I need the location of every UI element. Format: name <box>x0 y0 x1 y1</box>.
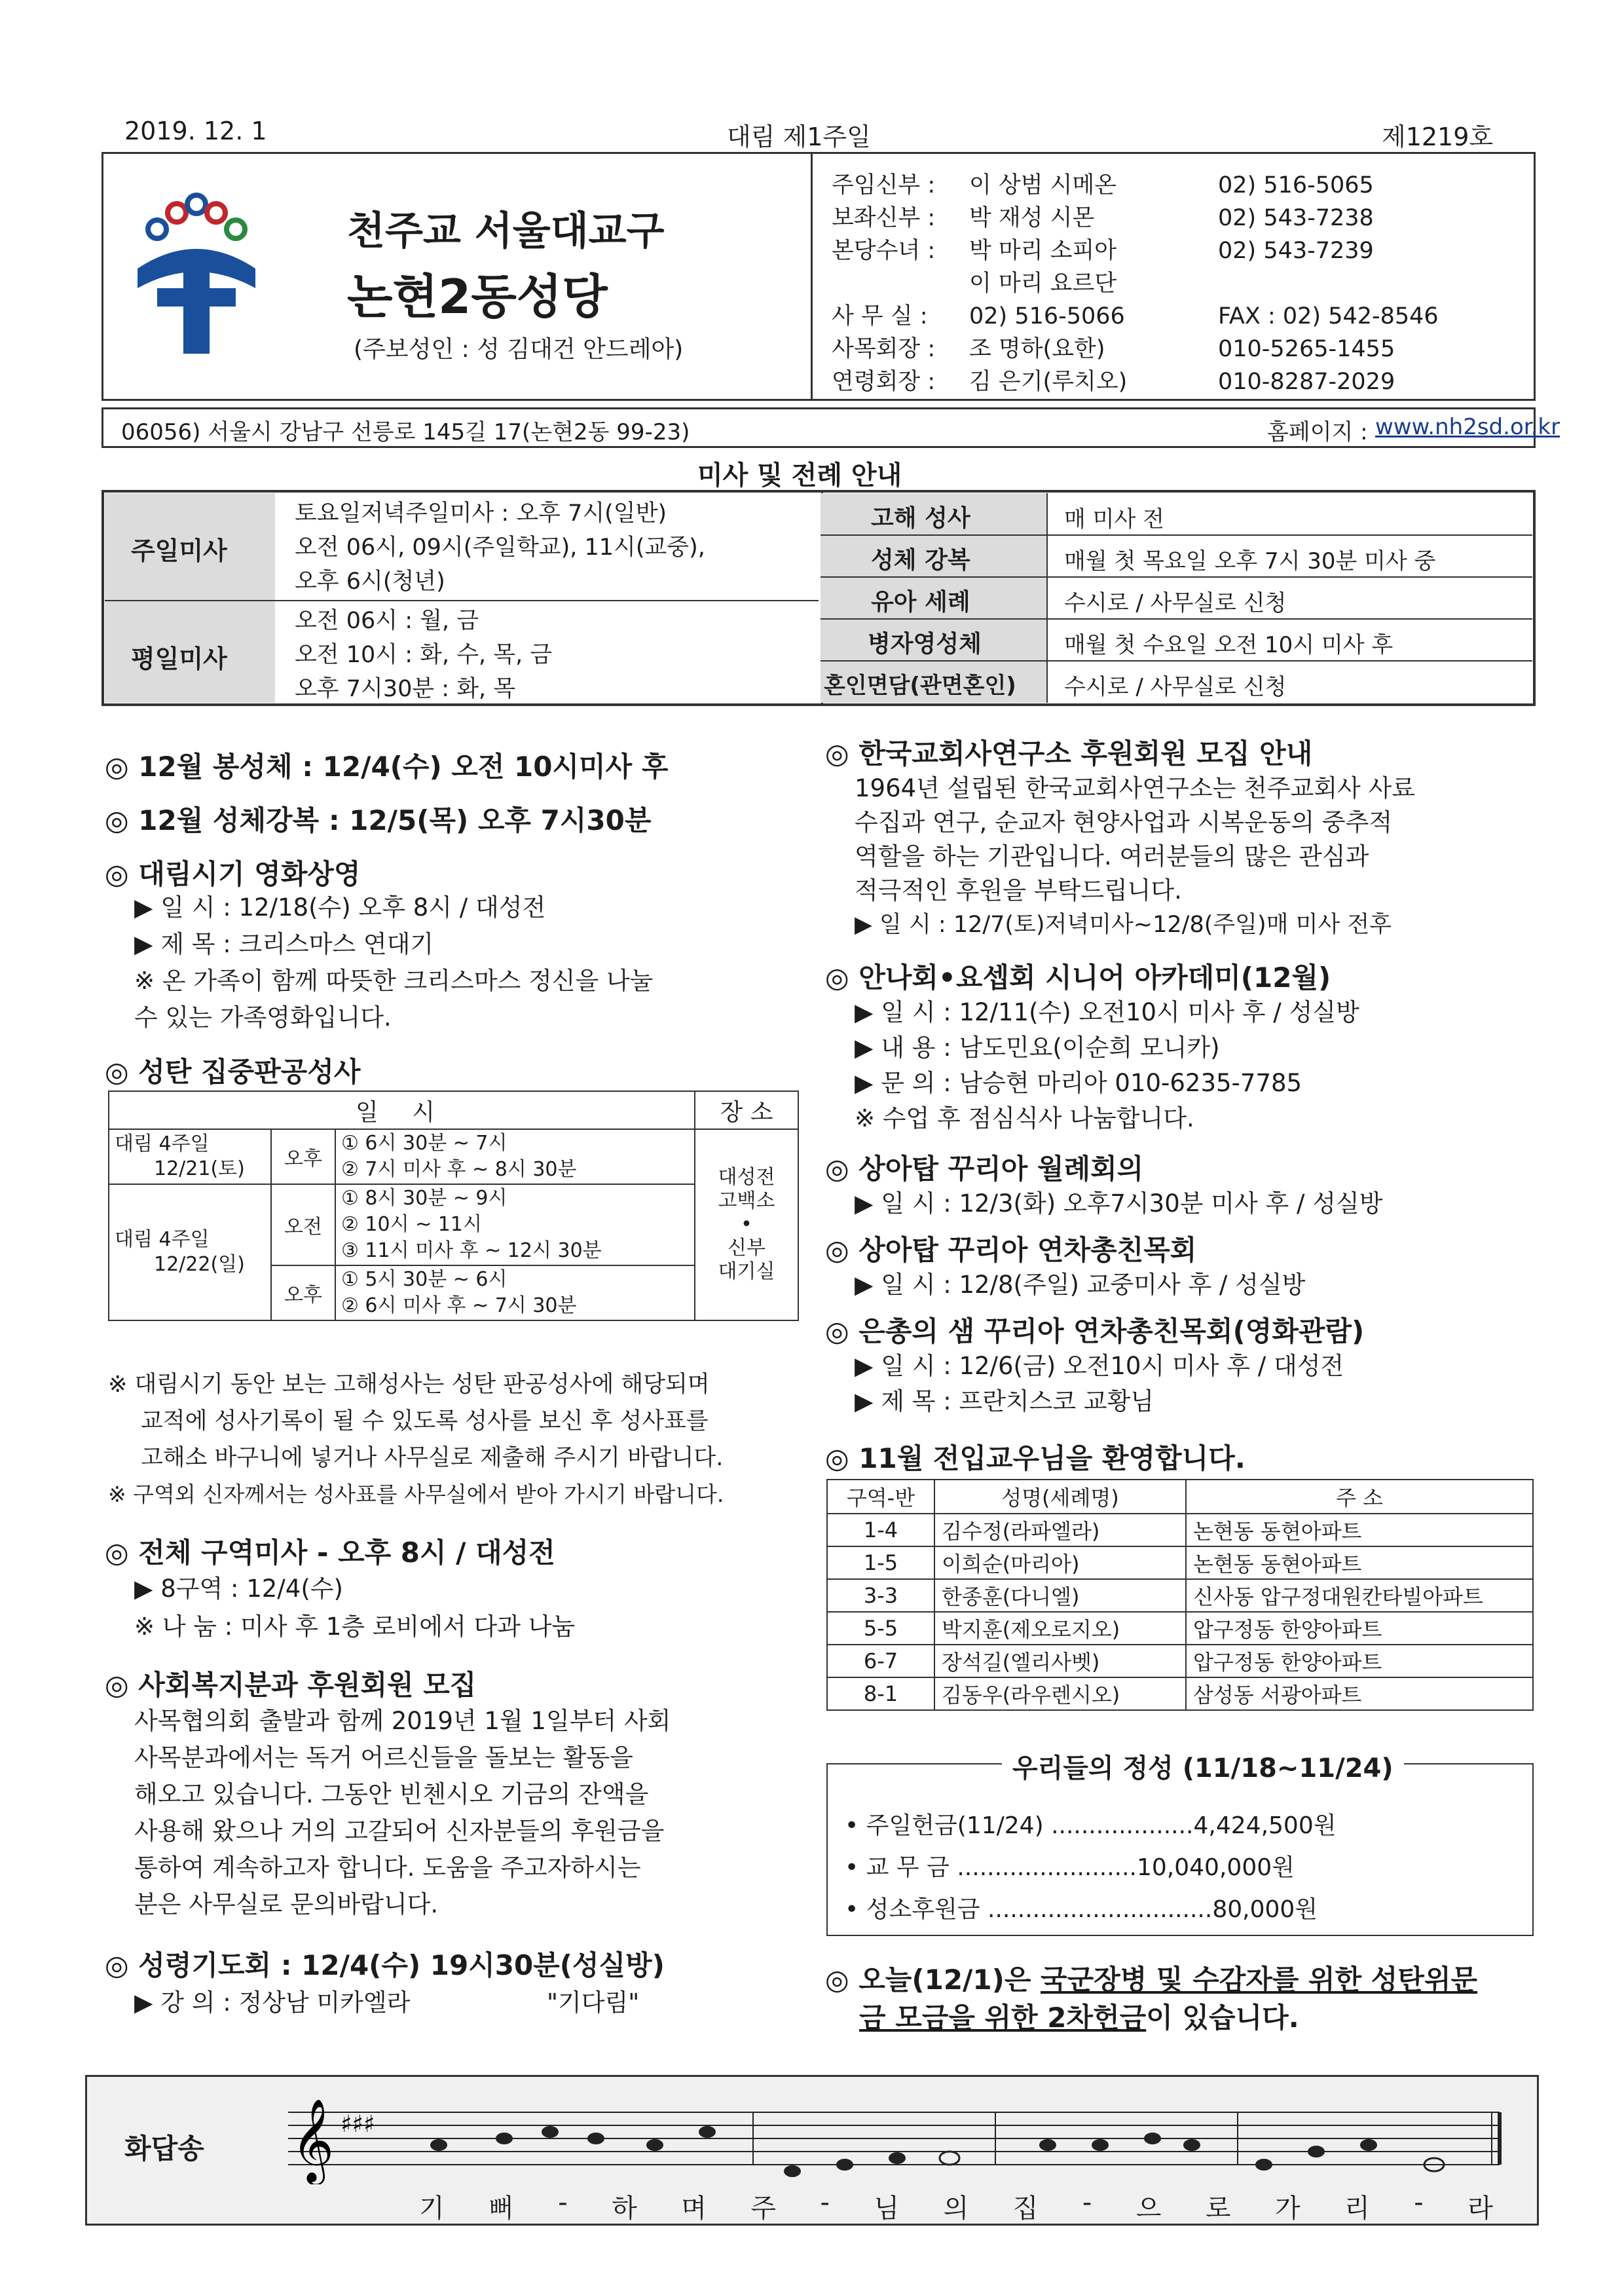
offering-title: 우리들의 정성 (11/18~11/24) <box>1002 1747 1404 1785</box>
mass-section-title: 미사 및 전례 안내 <box>697 460 902 491</box>
new-members-table: 구역-반 성명(세례명) 주 소 1-4 김수정(라파엘라) 논현동 동현아파트 1-5 이희순(마리아) 논현동 동현아파트 3-3 한종훈(다니엘) 신사동 압구정대원칸타빌아파트 5-5 박지훈(제오로지오) 압구정동 한양아파트 6-7 장석길(엘리사벳) 압구정동 한양아파트 8-1 김동우(라우렌시오) 삼성동 서광아파트 <box>826 1479 1534 1711</box>
psalm-lyrics: 기 뻐 - 하 며 주 - 님 의 집 - 으 로 가 리 - 라 <box>419 2188 1493 2224</box>
academy-content: ▶ 내 용 : 남도민요(이순희 모니카) <box>855 1034 1220 1062</box>
staff-row: 주임신부 : 이 상범 시메온 02) 516-5065 <box>832 172 1374 198</box>
staff-directory <box>832 169 1439 398</box>
movie-date: ▶ 일 시 : 12/18(수) 오후 8시 / 대성전 <box>134 893 546 922</box>
liturgical-week: 대림 제1주일 <box>727 122 871 151</box>
staff-row: 본당수녀 : 박 마리 소피아 02) 543-7239 <box>832 238 1374 264</box>
weekday-mass-times: 오전 06시 : 월, 금 오전 10시 : 화, 수, 목, 금 오후 7시30분 : 화, 목 <box>295 608 553 702</box>
legion-fellowship-date: ▶ 일 시 : 12/8(주일) 교중미사 후 / 성실방 <box>855 1271 1306 1299</box>
research-institute-heading: ◎ 한국교회사연구소 후원회원 모집 안내 <box>825 737 1313 770</box>
issue-number: 제1219호 <box>1382 122 1494 151</box>
sacrament-label: 혼인면담(관면혼인) <box>824 673 1016 699</box>
academy-heading: ◎ 안나회•요셉회 시니어 아카데미(12월) <box>825 961 1331 994</box>
table-row: 1-5 이희순(마리아) 논현동 동현아파트 <box>827 1546 1533 1579</box>
grace-legion-date: ▶ 일 시 : 12/6(금) 오전10시 미사 후 / 대성전 <box>855 1352 1344 1380</box>
offering-row: • 교 무 금 ........................10,040,000원 <box>845 1854 1295 1881</box>
sacrament-label: 병자영성체 <box>868 631 982 658</box>
sacrament-label: 성체 강복 <box>871 547 970 574</box>
movie-title: ▶ 제 목 : 크리스마스 연대기 <box>134 930 434 958</box>
table-row: 대림 4주일 12/22(일) <box>109 1184 271 1320</box>
sunday-mass-label: 주일미사 <box>131 536 227 565</box>
outside-parish-note: ※ 구역외 신자께서는 성사표를 사무실에서 받아 가시기 바랍니다. <box>108 1482 724 1507</box>
staff-row: 이 마리 요르단 <box>969 271 1117 297</box>
welfare-text: 사목분과에서는 독거 어르신들을 돌보는 활동을 <box>134 1744 633 1772</box>
research-text: 역할을 하는 기관입니다. 여러분들의 많은 관심과 <box>855 842 1369 870</box>
table-header-place: 장 소 <box>695 1091 798 1129</box>
welfare-heading: ◎ 사회복지분과 후원회원 모집 <box>105 1669 477 1701</box>
research-date: ▶ 일 시 : 12/7(토)저녁미사~12/8(주일)매 미사 전후 <box>855 912 1392 938</box>
welfare-text: 해오고 있습니다. 그동안 빈첸시오 기금의 잔액을 <box>134 1780 649 1808</box>
legion-fellowship-heading: ◎ 상아탑 꾸리아 연차총친목회 <box>825 1234 1197 1266</box>
offering-row: • 성소후원금 ..............................80,000원 <box>845 1896 1318 1923</box>
confession-note-cont: 고해소 바구니에 넣거나 사무실로 제출해 주시기 바랍니다. <box>141 1445 724 1471</box>
sunday-mass-times: 토요일저녁주일미사 : 오후 7시(일반) 오전 06시, 09시(주일학교), 11시(교중), 오후 6시(청년) <box>295 500 705 595</box>
staff-row: 보좌신부 : 박 재성 시몬 02) 543-7238 <box>832 205 1374 231</box>
parish-name: 논현2동성당 <box>347 269 608 324</box>
movie-heading: ◎ 대림시기 영화상영 <box>105 858 361 890</box>
offering-row: • 주일헌금(11/24) ...................4,424,500원 <box>845 1812 1337 1839</box>
zone-mass-date: ▶ 8구역 : 12/4(수) <box>134 1575 343 1603</box>
prayer-meeting-topic: "기다림" <box>547 1988 640 2017</box>
research-text: 적극적인 후원을 부탁드립니다. <box>855 876 1182 905</box>
weekday-mass-label: 평일미사 <box>131 644 227 673</box>
second-collection-notice-cont: 금 모금을 위한 2차헌금이 있습니다. <box>859 2002 1299 2034</box>
table-row: 1-4 김수정(라파엘라) 논현동 동현아파트 <box>827 1514 1533 1546</box>
legion-meeting-heading: ◎ 상아탑 꾸리아 월례회의 <box>825 1153 1144 1185</box>
grace-legion-title: ▶ 제 목 : 프란치스코 교황님 <box>855 1387 1154 1415</box>
confession-note: ※ 대림시기 동안 보는 고해성사는 성탄 판공성사에 해당되며 <box>108 1371 710 1398</box>
legion-meeting-date: ▶ 일 시 : 12/3(화) 오후7시30분 미사 후 / 성실방 <box>855 1189 1383 1218</box>
table-row: 3-3 한종훈(다니엘) 신사동 압구정대원칸타빌아파트 <box>827 1579 1533 1612</box>
parish-address: 06056) 서울시 강남구 선릉로 145길 17(논현2동 99-23) <box>121 419 690 445</box>
welfare-text: 사용해 왔으나 거의 고갈되어 신자분들의 후원금을 <box>134 1817 665 1845</box>
staff-row: 사목회장 : 조 명하(요한) 010-5265-1455 <box>832 336 1395 362</box>
sacrament-value: 매 미사 전 <box>1064 506 1164 532</box>
confession-schedule-table: 일 시 장 소 대림 4주일 12/21(토) 오후 ① 6시 30분 ~ 7시 ② 7시 미사 후 ~ 8시 30분 대성전 고백소 • 신부 대기실 대림 4주일 12/22(일) 오전 ① 8시 30분 ~ 9시 ② 10시 ~ 11시 ③ 11시 미사 후 ~ 12시 30분 오후 ① 5시 30분 ~ 6시 ② 6시 미사 후 ~ 7시 30분 <box>108 1091 799 1321</box>
academy-date: ▶ 일 시 : 12/11(수) 오전10시 미사 후 / 성실방 <box>855 998 1359 1026</box>
academy-note: ※ 수업 후 점심식사 나눔합니다. <box>855 1104 1194 1132</box>
academy-contact: ▶ 문 의 : 남승현 마리아 010-6235-7785 <box>855 1069 1302 1097</box>
benediction-notice: ◎ 12월 성체강복 : 12/5(목) 오후 7시30분 <box>105 804 652 836</box>
homepage-link[interactable]: www.nh2sd.or.kr <box>1375 414 1560 440</box>
diocese-name: 천주교 서울대교구 <box>347 208 665 254</box>
confession-note-cont: 교적에 성사기록이 될 수 있도록 성사를 보신 후 성사표를 <box>141 1408 709 1434</box>
second-collection-notice: ◎ 오늘(12/1)은 국군장병 및 수감자를 위한 성탄위문 <box>825 1964 1478 1996</box>
movie-note: ※ 온 가족이 함께 따뜻한 크리스마스 정신을 나눌 <box>134 967 654 995</box>
research-text: 1964년 설립된 한국교회사연구소는 천주교회사 사료 <box>855 774 1416 802</box>
table-row: 대림 4주일 12/21(토) <box>109 1129 271 1184</box>
research-text: 수집과 연구, 순교자 현양사업과 시복운동의 중추적 <box>855 808 1393 836</box>
welfare-text: 분은 사무실로 문의바랍니다. <box>134 1890 439 1918</box>
staff-row: 연령회장 : 김 은기(루치오) 010-8287-2029 <box>832 369 1395 395</box>
table-header-date: 일 시 <box>109 1091 695 1129</box>
sacrament-value: 수시로 / 사무실로 신청 <box>1064 590 1287 616</box>
confession-heading: ◎ 성탄 집중판공성사 <box>105 1056 361 1088</box>
table-row: 6-7 장석길(엘리사벳) 압구정동 한양아파트 <box>827 1645 1533 1677</box>
psalm-staff <box>288 2099 1506 2184</box>
bulletin-date: 2019. 12. 1 <box>124 117 267 145</box>
welfare-text: 사목협의회 출발과 함께 2019년 1월 1일부터 사회 <box>134 1707 671 1735</box>
homepage-label: 홈페이지 : <box>1267 419 1368 445</box>
sacrament-label: 고해 성사 <box>871 505 970 532</box>
staff-row: 사 무 실 : 02) 516-5066 FAX : 02) 542-8546 <box>832 303 1439 329</box>
new-members-heading: ◎ 11월 전입교우님을 환영합니다. <box>825 1442 1246 1474</box>
welfare-text: 통하여 계속하고자 합니다. 도움을 주고자하시는 <box>134 1854 641 1882</box>
zone-mass-heading: ◎ 전체 구역미사 - 오후 8시 / 대성전 <box>105 1537 555 1569</box>
movie-note-cont: 수 있는 가족영화입니다. <box>134 1003 392 1032</box>
sacrament-label: 유아 세례 <box>871 589 970 616</box>
treble-clef-icon: 𝄞 <box>291 2099 335 2182</box>
sacrament-value: 매월 첫 목요일 오후 7시 30분 미사 중 <box>1064 548 1436 574</box>
psalm-label: 화답송 <box>124 2133 204 2165</box>
grace-legion-heading: ◎ 은총의 샘 꾸리아 연차총친목회(영화관람) <box>825 1315 1365 1347</box>
sacrament-value: 매월 첫 수요일 오전 10시 미사 후 <box>1064 632 1393 658</box>
patron-saint: (주보성인 : 성 김대건 안드레아) <box>354 336 684 363</box>
table-row: 5-5 박지훈(제오로지오) 압구정동 한양아파트 <box>827 1612 1533 1645</box>
svg-text:♯♯♯: ♯♯♯ <box>341 2111 375 2138</box>
communion-notice: ◎ 12월 봉성체 : 12/4(수) 오전 10시미사 후 <box>105 751 669 783</box>
prayer-meeting-heading: ◎ 성령기도회 : 12/4(수) 19시30분(성실방) <box>105 1949 665 1981</box>
confession-place: 대성전 고백소 • 신부 대기실 <box>695 1129 798 1320</box>
zone-mass-sharing: ※ 나 눔 : 미사 후 1층 로비에서 다과 나눔 <box>134 1613 576 1641</box>
prayer-meeting-lecture: ▶ 강 의 : 정상남 미카엘라 <box>134 1988 411 2017</box>
sacrament-value: 수시로 / 사무실로 신청 <box>1064 674 1287 700</box>
parish-logo-icon <box>131 190 262 360</box>
table-row: 8-1 김동우(라우렌시오) 삼성동 서광아파트 <box>827 1677 1533 1710</box>
